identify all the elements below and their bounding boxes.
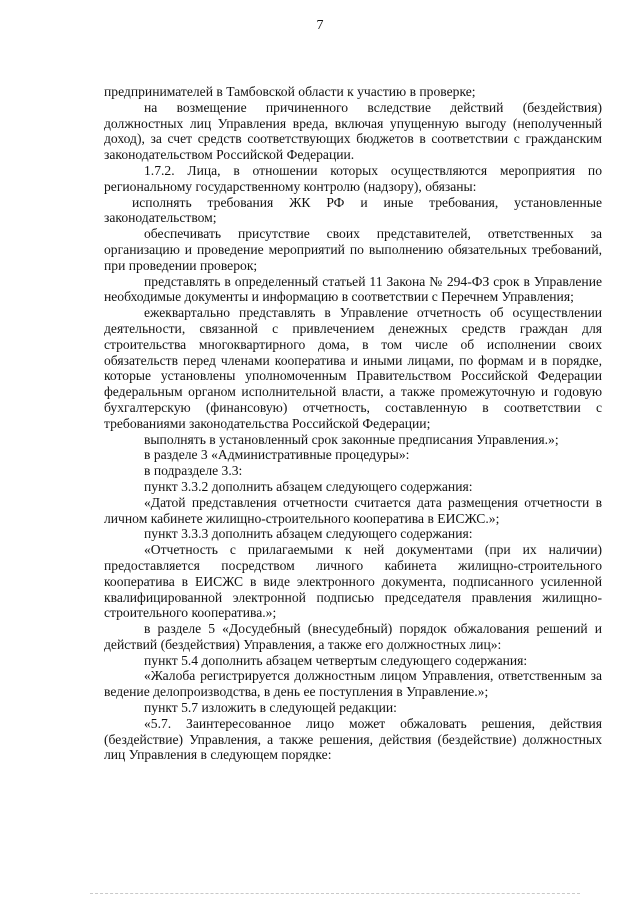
paragraph-12: «Датой представления отчетности считается дата размещения отчетности в личном кабинете жилищно-строительного кооператива в ЕИСЖС.»;: [104, 494, 602, 526]
paragraph-4: исполнять требования ЖК РФ и иные требования, установленные законодательством;: [104, 194, 602, 226]
paragraph-19: «5.7. Заинтересованное лицо может обжаловать решения, действия (бездействие) Управления, а также решения, действия (бездействие) должностных лиц Управления в следующем порядке:: [104, 715, 602, 763]
scan-edge-line: [90, 893, 580, 894]
paragraph-1: предпринимателей в Тамбовской области к участию в проверке;: [104, 84, 476, 99]
paragraph-15: в разделе 5 «Досудебный (внесудебный) порядок обжалования решений и действий (бездействия) Управления, а также его должностных лиц»:: [104, 621, 602, 652]
paragraph-5: обеспечивать присутствие своих представителей, ответственных за организацию и проведение мероприятий по выполнению обязательных требований, при проведении проверок;: [104, 226, 602, 273]
page-number: 7: [316, 18, 324, 33]
paragraph-2: на возмещение причиненного вследствие действий (бездействия) должностных лиц Управления вреда, включая упущенную выгоду (неполученный доход), за счет средств соответствующих бюджетов в соответствии с гражданским законодательством Российской Федерации.: [104, 99, 602, 163]
paragraph-6: представлять в определенный статьей 11 Закона № 294-ФЗ срок в Управление необходимые документы и информацию в соответствии с Перечнем Управления;: [104, 273, 602, 305]
paragraph-14: «Отчетность с прилагаемыми к ней документами (при их наличии) предоставляется посредством личного кабинета жилищно-строительного кооператива в ЕИСЖС в виде электронного документа, подписанного усиленной квалифицированной электронной подписью председателя правления жилищно-строительного кооператива.»;: [104, 542, 602, 621]
paragraph-3: 1.7.2. Лица, в отношении которых осуществляются мероприятия по региональному государственному контролю (надзору), обязаны:: [104, 162, 602, 194]
paragraph-10: в подразделе 3.3:: [144, 463, 243, 479]
paragraph-8: выполнять в установленный срок законные предписания Управления.»;: [144, 431, 559, 447]
paragraph-11: пункт 3.3.2 дополнить абзацем следующего содержания:: [144, 478, 473, 494]
document-body: [104, 84, 602, 763]
paragraph-13: пункт 3.3.3 дополнить абзацем следующего содержания:: [144, 526, 473, 542]
paragraph-9: в разделе 3 «Административные процедуры»:: [144, 447, 410, 463]
paragraph-7: ежеквартально представлять в Управление отчетность об осуществлении деятельности, связанной с привлечением денежных средств граждан для строительства многоквартирного дома, в том числе об исполнении своих обязательств перед членами кооператива и иными лицами, по формам и в порядке, которые установлены уполномоченным Правительством Российской Федерации федеральным органом исполнительной власти, а также промежуточную и годовую бухгалтерскую (финансовую) отчетность, составленную в соответствии с требованиями законодательства Российской Федерации;: [104, 305, 602, 431]
paragraph-17: «Жалоба регистрируется должностным лицом Управления, ответственным за ведение делопроизводства, в день ее поступления в Управление.»;: [104, 668, 602, 700]
paragraph-18: пункт 5.7 изложить в следующей редакции:: [144, 700, 397, 716]
paragraph-16: пункт 5.4 дополнить абзацем четвертым следующего содержания:: [144, 652, 528, 668]
